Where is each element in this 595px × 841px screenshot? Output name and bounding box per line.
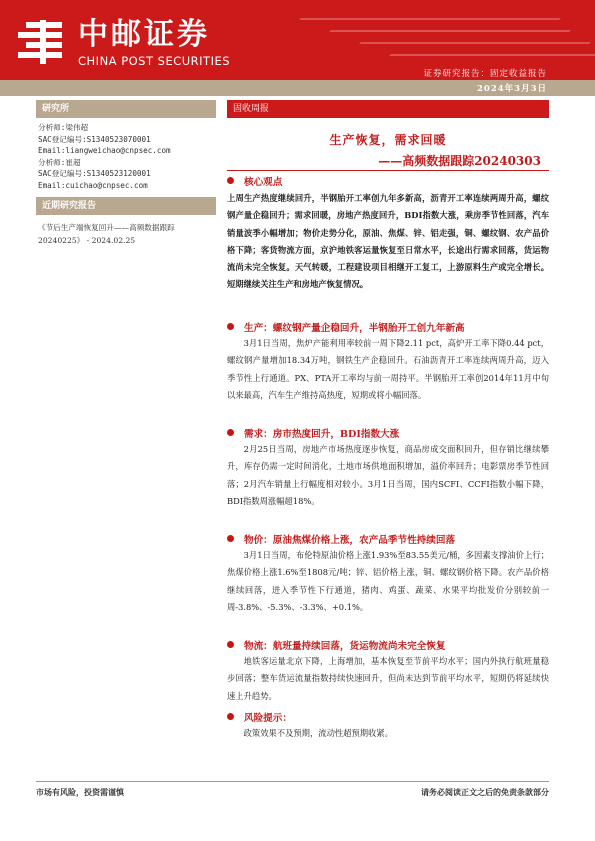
bullet-icon <box>227 535 234 542</box>
researcher-list <box>36 118 216 197</box>
bullet-icon <box>227 323 234 330</box>
prices-paragraph: 3月1日当周，布伦特原油价格上涨1.93%至83.55美元/桶，多因素支撑油价上行；焦煤价格上涨1.6%至1808元/吨；锌、铝价格上涨，铜、螺纹钢价格下降。农产品价格继续回落，进入季节性下行通道，猪肉、鸡蛋、蔬菜、水果平均批发价分别较前一周-3.8%、-5.3%、-3.3%、+0.1%。 <box>227 550 549 612</box>
researcher-line: SAC登记编号:S1340523120001 <box>38 169 151 178</box>
china-post-logo-icon <box>18 20 68 64</box>
recent-report-link[interactable]: 《节后生产端恢复回升——高频数据跟踪20240225》 - 2024.02.25 <box>38 223 175 245</box>
section-heading: 生产：螺纹钢产量企稳回升，半钢胎开工创九年新高 <box>227 320 465 334</box>
brand-name-cn: 中邮证券 <box>78 17 210 52</box>
researcher-email[interactable]: Email:cuichao@cnpsec.com <box>38 180 148 190</box>
main-content <box>227 100 549 169</box>
report-date: 2024年3月3日 <box>477 84 547 94</box>
section-heading: 物价：原油焦煤价格上涨，农产品季节性持续回落 <box>227 532 455 546</box>
section-heading: 风险提示： <box>227 710 292 724</box>
researchers-heading: 研究所 <box>36 100 216 118</box>
bullet-icon <box>227 641 234 648</box>
bullet-icon <box>227 713 234 720</box>
risk-paragraph: 政策效果不及预期，流动性超预期收紧。 <box>243 728 393 738</box>
bullet-icon <box>227 177 234 184</box>
report-subtitle: ——高频数据跟踪20240303 <box>378 154 541 168</box>
demand-paragraph: 2月25日当周，房地产市场热度逐步恢复，商品房成交面积回升，但存销比继续攀升，库存仍需一定时间消化，土地市场供地面积增加，溢价率回升；电影票房季节性回落；2月汽车销量上行幅度相对较小。3月1日当周，国内SCFI、CCFI指数小幅下降，BDI指数周涨幅超18%。 <box>227 444 549 506</box>
section-heading: 核心观点 <box>227 174 282 188</box>
footer-disclaimer: 请务必阅读正文之后的免责条款部分 <box>421 787 549 797</box>
sidebar <box>36 100 216 247</box>
footer-risk-note: 市场有风险，投资需谨慎 <box>36 787 124 797</box>
footer-divider <box>36 781 549 782</box>
logistics-paragraph: 地铁客运量北京下降，上海增加，基本恢复至节前平均水平；国内外执行航班量稳步回落；整车货运流量指数持续快速回升，但尚未达到节前平均水平，短期仍将延续快速上升趋势。 <box>227 656 549 701</box>
category-label: 固收周报 <box>227 100 549 118</box>
researcher-line: SAC登记编号:S1340523070001 <box>38 134 151 144</box>
title-divider <box>227 170 549 171</box>
production-paragraph: 3月1日当周，焦炉产能利用率较前一周下降2.11 pct，高炉开工率下降0.44 pct，螺纹钢产量增加18.34万吨，钢铁生产企稳回升。石油沥青开工率连续两周升高，迈入季节性上行通道。PX、PTA开工率均与前一周持平。半钢胎开工率创2014年11月中旬以来最高，汽车生产维持高热度，短期或将小幅回落。 <box>227 338 549 400</box>
section-heading: 物流：航班量持续回落，货运物流尚未完全恢复 <box>227 638 445 652</box>
recent-reports-heading: 近期研究报告 <box>36 197 216 215</box>
bullet-icon <box>227 429 234 436</box>
report-type: 证券研究报告：固定收益报告 <box>423 69 547 79</box>
researcher-email[interactable]: Email:liangweichao@cnpsec.com <box>38 146 171 155</box>
report-title: 生产恢复，需求回暖 <box>329 133 447 147</box>
researcher-line: 分析师:梁伟超 <box>38 123 89 132</box>
brand-name-en: CHINA POST SECURITIES <box>78 54 231 68</box>
core-views-paragraph: 上周生产热度继续回升，半钢胎开工率创九年多新高，沥青开工率连续两周升高，螺纹钢产量企稳回升；需求回暖，房地产热度回升，BDI指数大涨，乘房季节性回落，汽车销量波季小幅增加；物价走势分化，原油、焦煤、锌、铝走强，铜、螺纹钢、农产品价格下降；客货物流方面，京沪地铁客运量恢复至日常水平，长途出行需求回落，货运物流尚未完全恢复。天气转暖，工程建设项目相继开工复工，上游原料生产或完全增长。短期继续关注生产和房地产恢复情况。 <box>227 193 549 290</box>
header-banner <box>0 0 595 80</box>
section-heading: 需求：房市热度回升，BDI指数大涨 <box>227 426 399 440</box>
researcher-line: 分析师:崔超 <box>38 157 81 167</box>
